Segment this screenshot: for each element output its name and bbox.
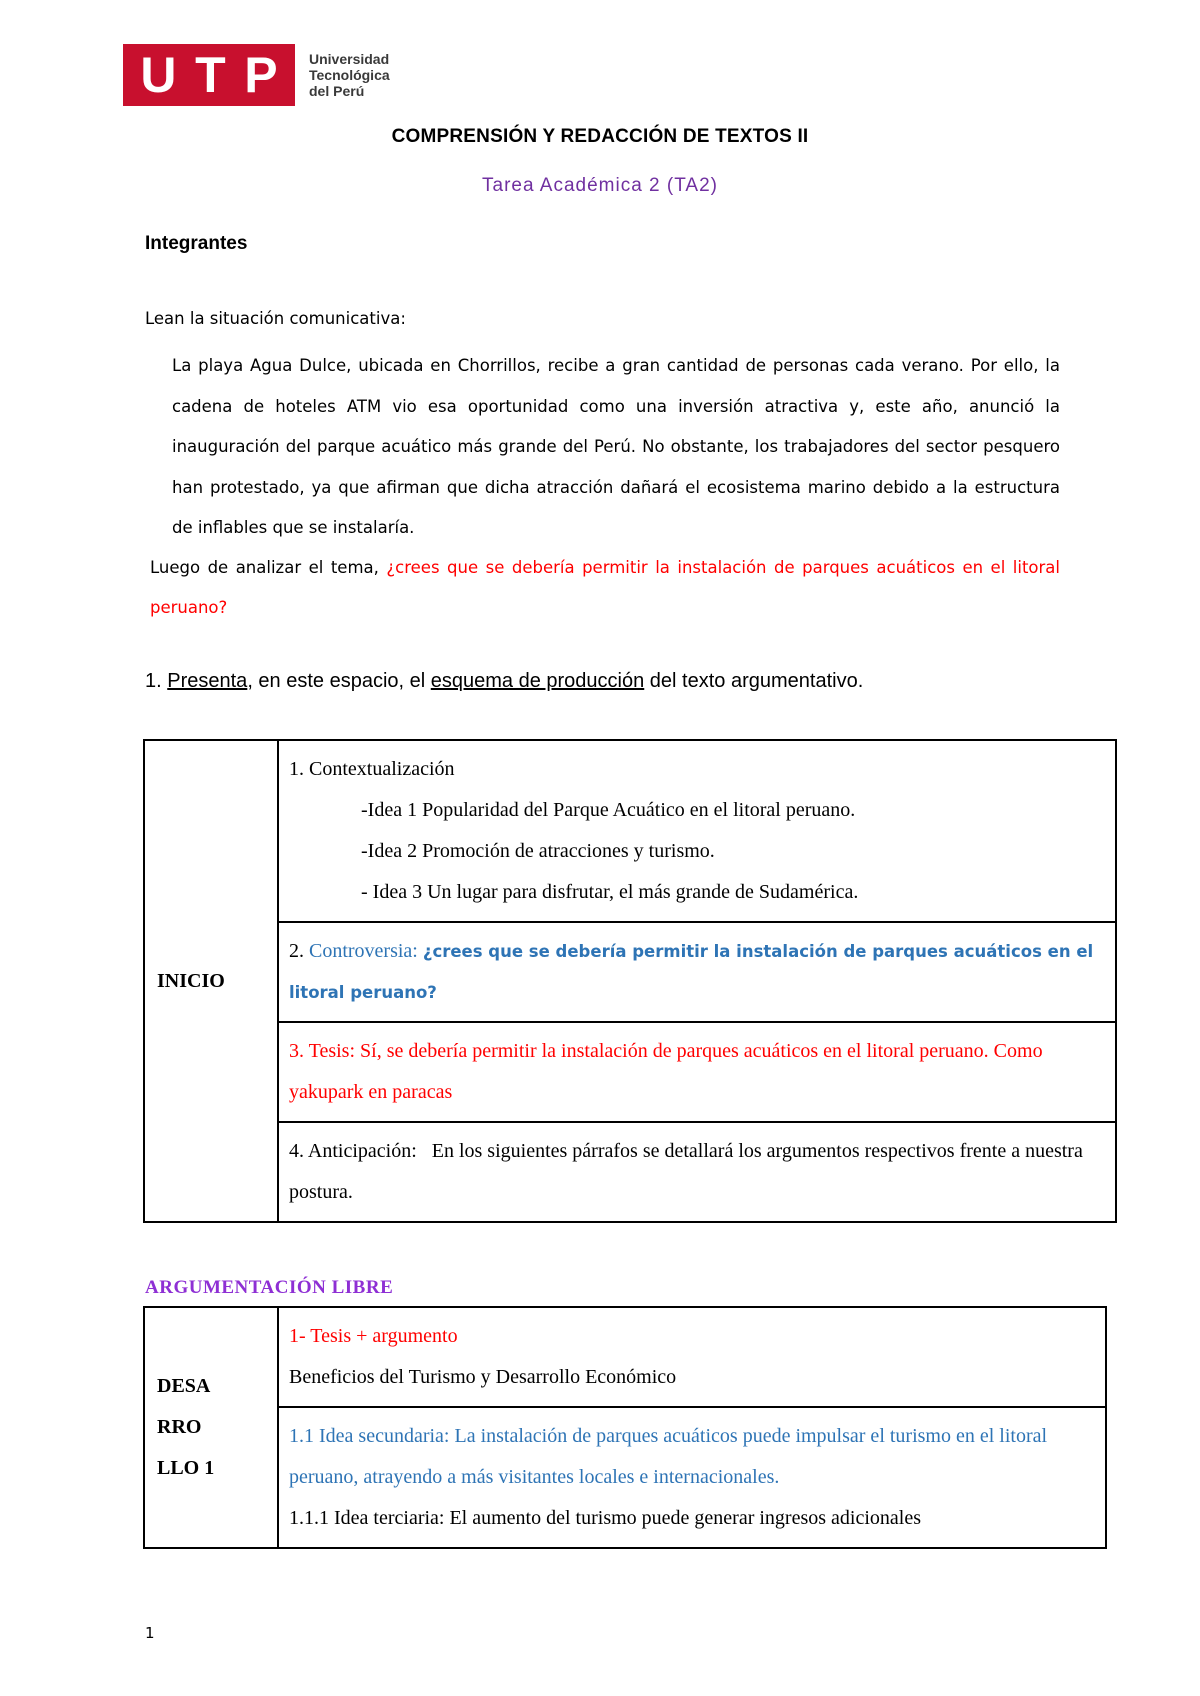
secondary-idea: 1.1 Idea secundaria: La instalación de parques acuáticos puede impulsar el turismo en el litoral peruano, atrayendo a más visitantes locales e internacionales. <box>289 1425 1048 1488</box>
logo-line-2: Tecnológica <box>309 67 390 83</box>
table-row <box>144 740 1116 922</box>
table-row <box>144 1407 1106 1548</box>
controversy-label: Controversia: <box>309 940 423 962</box>
controversy-number: 2. <box>289 940 309 962</box>
situation-paragraph: La playa Agua Dulce, ubicada en Chorrillos, recibe a gran cantidad de personas cada verano. Por ello, la cadena de hoteles ATM vio esa oportunidad como una inversión atractiva y, este año, anunció la inauguración del parque acuático más grande del Perú. No obstante, los trabajadores del sector pesquero han protestado, ya que afirman que dicha atracción dañará el ecosistema marino debido a la estructura de inflables que se instalaría. <box>172 356 1060 537</box>
idea-3: - Idea 3 Un lugar para disfrutar, el más grande de Sudamérica. <box>361 881 859 903</box>
table-row <box>144 1307 1106 1407</box>
development-table <box>143 1306 1107 1549</box>
utp-logo-mark <box>123 44 295 106</box>
contextualization-heading: 1. Contextualización <box>289 758 455 780</box>
logo-letter-p: P <box>244 47 278 103</box>
situation-question <box>150 548 1060 628</box>
page-number: 1 <box>145 1624 155 1642</box>
development-label-line: DESA <box>157 1375 211 1397</box>
logo-line-1: Universidad <box>309 51 390 67</box>
table-row <box>144 1122 1116 1222</box>
idea-2: -Idea 2 Promoción de atracciones y turismo. <box>361 840 715 862</box>
thesis-text: 3. Tesis: Sí, se debería permitir la instalación de parques acuáticos en el litoral peruano. Como yakupark en paracas <box>289 1040 1043 1103</box>
controversy-text: ¿crees que se debería permitir la instalación de parques acuáticos en el litoral peruano? <box>289 942 1094 1002</box>
logo-letter-t: T <box>195 47 226 103</box>
inicio-label: INICIO <box>144 740 278 1222</box>
table-row <box>144 922 1116 1022</box>
instruction-line <box>145 670 863 693</box>
logo-line-3: del Perú <box>309 83 365 99</box>
utp-logo-wordmark <box>309 51 390 99</box>
argument-subheading: Beneficios del Turismo y Desarrollo Económico <box>289 1366 677 1388</box>
instruction-word-presenta: Presenta <box>167 670 248 692</box>
argument-heading: 1- Tesis + argumento <box>289 1325 458 1347</box>
course-title: COMPRENSIÓN Y REDACCIÓN DE TEXTOS II <box>391 126 809 147</box>
question-text: ¿crees que se debería permitir la instalación de parques acuáticos en el litoral peruano? <box>150 558 1060 617</box>
members-label: Integrantes <box>145 233 248 254</box>
utp-logo <box>123 44 390 106</box>
inicio-table <box>143 739 1117 1223</box>
contextualization-cell <box>278 740 1116 922</box>
development-label <box>144 1307 278 1548</box>
instruction-end: del texto argumentativo. <box>644 670 864 692</box>
logo-letter-u: U <box>140 47 177 103</box>
instruction-word-esquema: esquema de producción <box>430 670 645 692</box>
instruction-mid: , en este espacio, el <box>247 670 431 692</box>
idea-1: -Idea 1 Popularidad del Parque Acuático en el litoral peruano. <box>361 799 856 821</box>
controversy-cell <box>278 922 1116 1022</box>
anticipation-text: 4. Anticipación: En los siguientes párrafos se detallará los argumentos respectivos frente a nuestra postura. <box>289 1140 1088 1203</box>
question-lead: Luego de analizar el tema, <box>150 558 387 577</box>
argument-section-title: ARGUMENTACIÓN LIBRE <box>145 1277 394 1298</box>
instruction-number: 1. <box>145 670 168 692</box>
argument-heading-cell <box>278 1307 1106 1407</box>
situation-intro: Lean la situación comunicativa: <box>145 309 406 328</box>
argument-ideas-cell <box>278 1407 1106 1548</box>
development-label-line: LLO 1 <box>157 1457 215 1479</box>
table-row <box>144 1022 1116 1122</box>
task-title: Tarea Académica 2 (TA2) <box>482 175 718 196</box>
development-label-line: RRO <box>157 1416 202 1438</box>
thesis-cell <box>278 1022 1116 1122</box>
anticipation-cell <box>278 1122 1116 1222</box>
tertiary-idea: 1.1.1 Idea terciaria: El aumento del turismo puede generar ingresos adicionales <box>289 1507 921 1529</box>
